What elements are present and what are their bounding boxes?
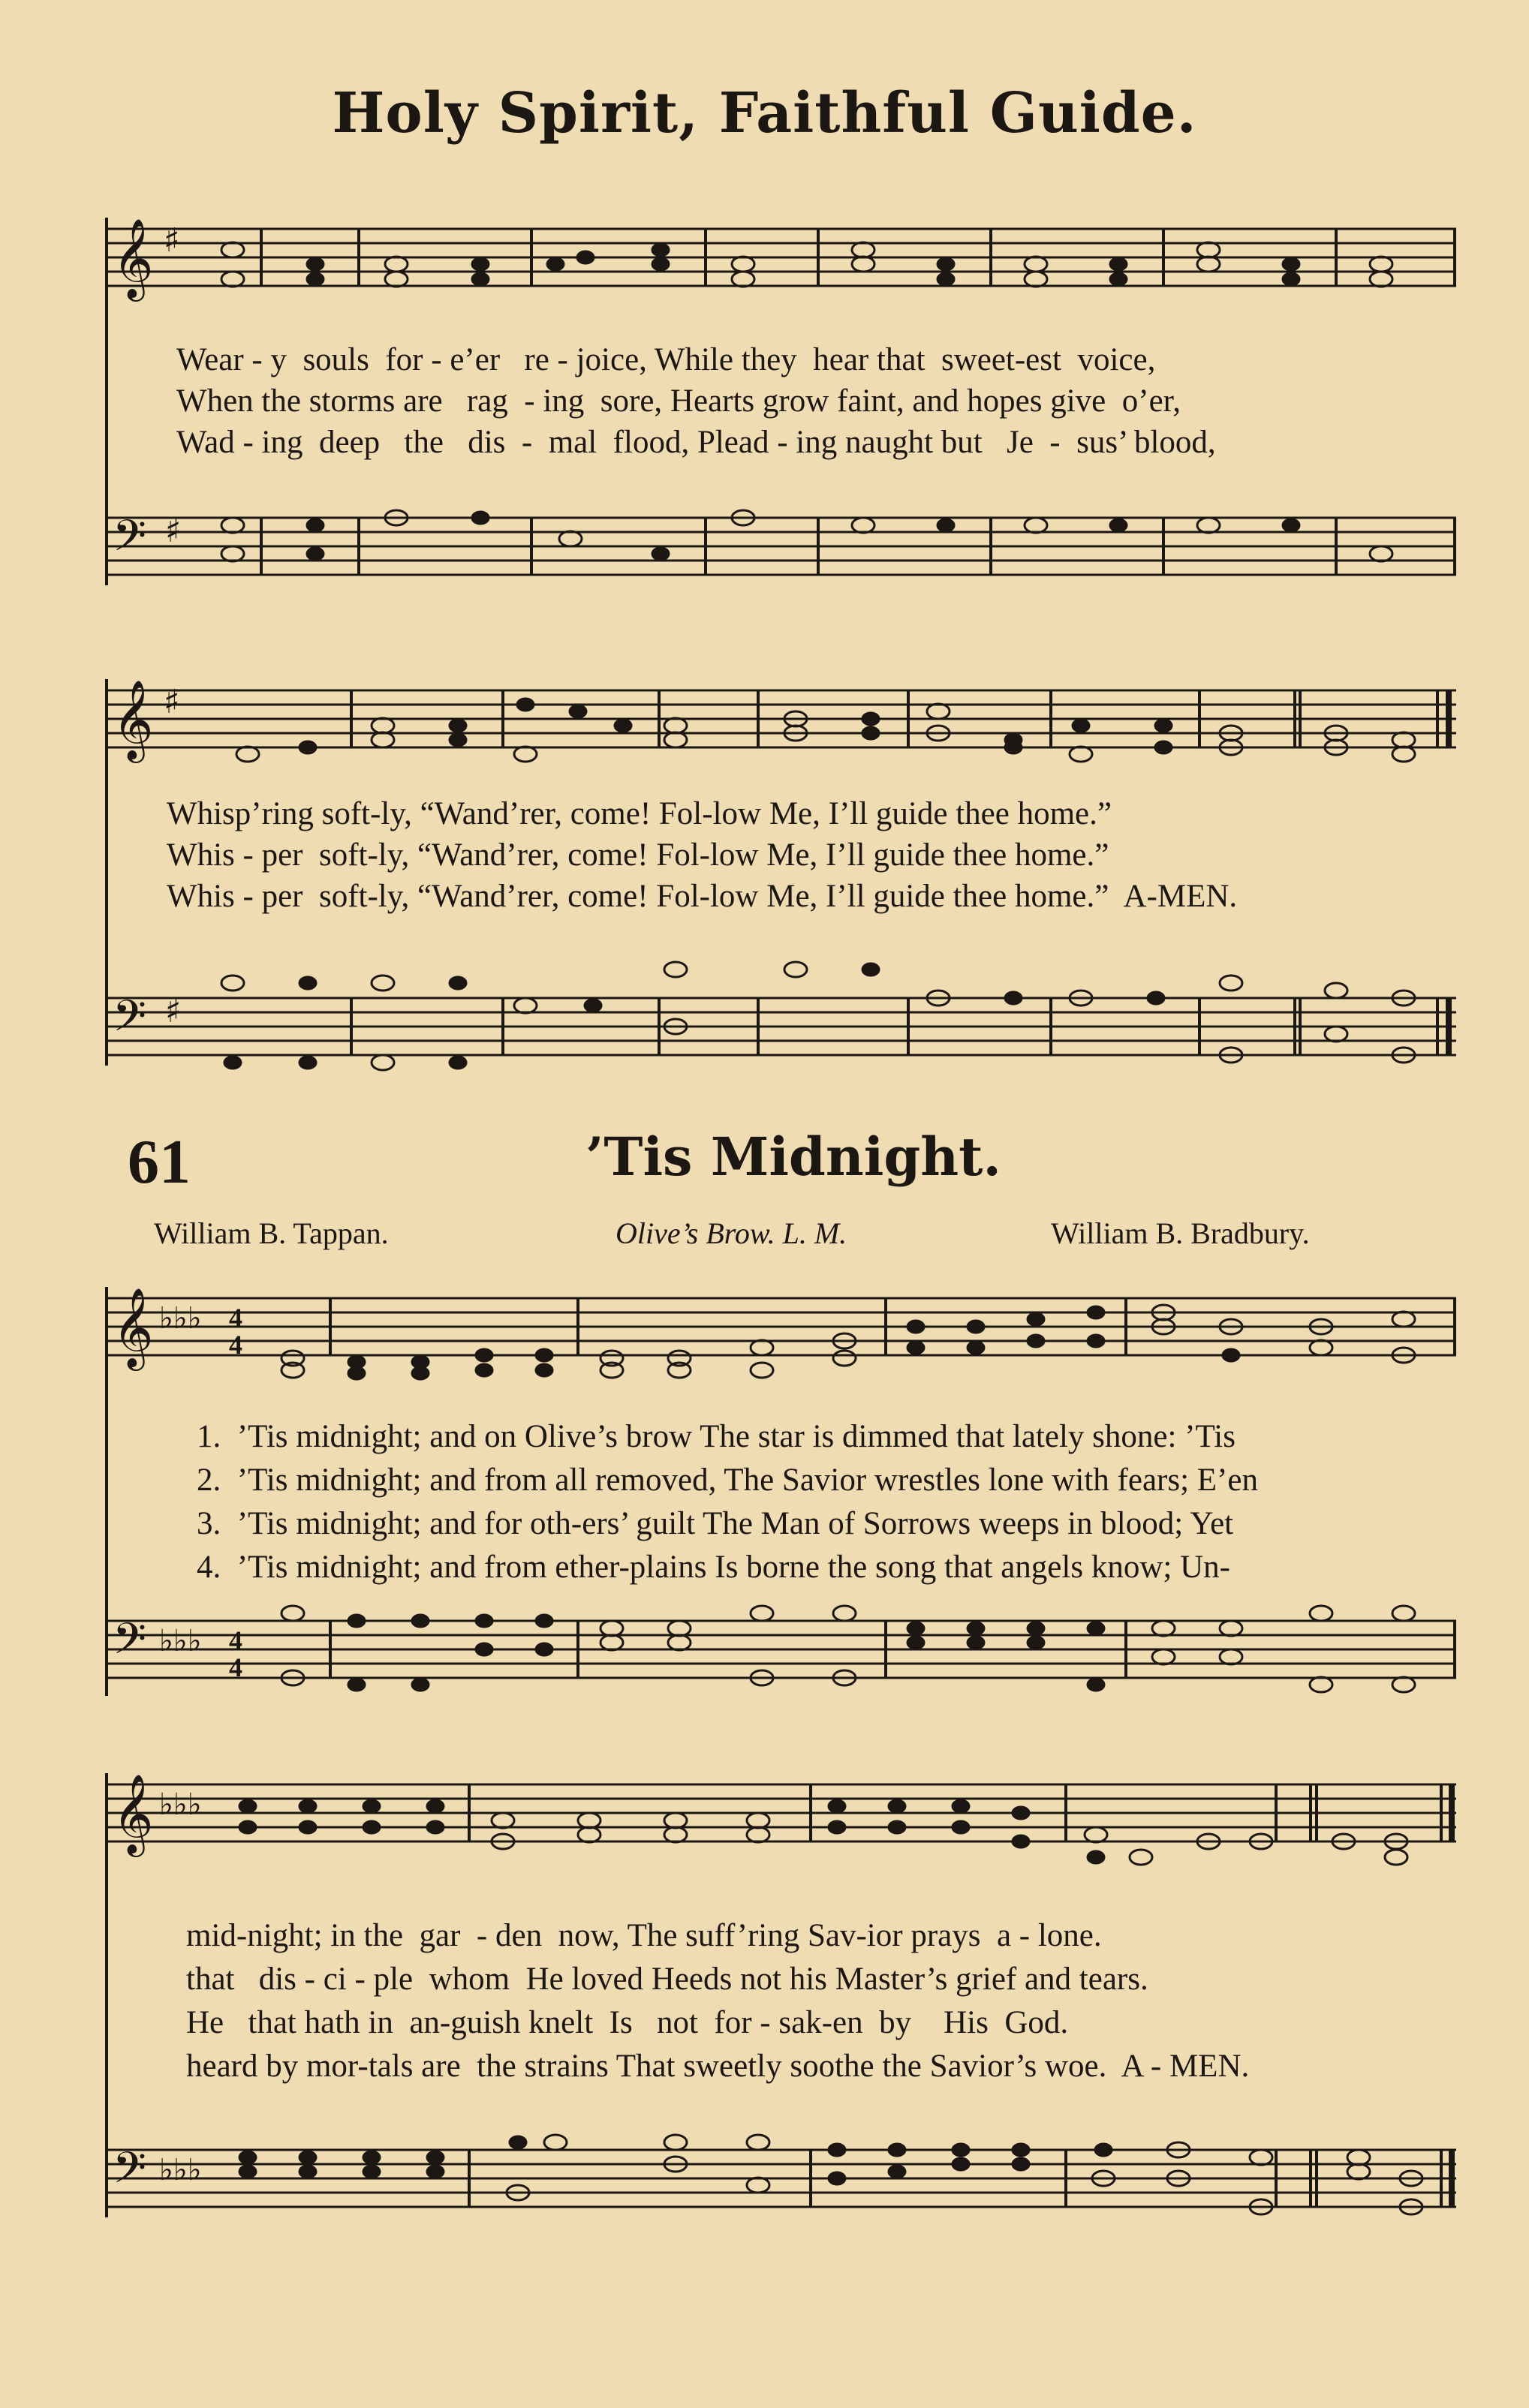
hymn-title: Holy Spirit, Faithful Guide. bbox=[332, 81, 1197, 146]
svg-text:♯: ♯ bbox=[165, 512, 182, 550]
svg-text:♯: ♯ bbox=[164, 221, 180, 260]
hymn2-lyric-line: 1. ’Tis midnight; and on Olive’s brow The star is dimmed that lately shone: ’Tis bbox=[197, 1419, 1236, 1454]
hymn2-lyric-line: heard by mor-tals are the strains That sweetly soothe the Savior’s woe. A - MEN. bbox=[186, 2049, 1250, 2084]
svg-text:♭♭♭: ♭♭♭ bbox=[159, 1624, 202, 1658]
svg-text:4: 4 bbox=[229, 1625, 242, 1655]
author-credit: William B. Tappan. bbox=[154, 1216, 389, 1250]
hymn1-lyric-line: When the storms are rag - ing sore, Hearts grow faint, and hopes give o’er, bbox=[176, 383, 1181, 419]
svg-text:♯: ♯ bbox=[164, 683, 180, 721]
hymn2-lyric-line: that dis - ci - ple whom He loved Heeds not his Master’s grief and tears. bbox=[186, 1962, 1148, 1997]
svg-text:♭♭♭: ♭♭♭ bbox=[159, 1301, 202, 1336]
svg-text:𝄢: 𝄢 bbox=[113, 991, 147, 1052]
composer-credit: William B. Bradbury. bbox=[1051, 1216, 1310, 1250]
svg-text:𝄞: 𝄞 bbox=[113, 1287, 154, 1367]
hymn2-lyric-line: mid-night; in the gar - den now, The suff’ring Sav-ior prays a - lone. bbox=[186, 1918, 1102, 1953]
svg-text:♯: ♯ bbox=[165, 992, 182, 1030]
hymn2-lyric-line: 4. ’Tis midnight; and from ether-plains Is borne the song that angels know; Un- bbox=[197, 1550, 1230, 1585]
time-signature-bottom: 4 bbox=[229, 1330, 242, 1360]
svg-text:𝄞: 𝄞 bbox=[113, 1773, 154, 1853]
svg-text:♭♭♭: ♭♭♭ bbox=[159, 1787, 202, 1822]
hymn-number: 61 bbox=[128, 1127, 191, 1197]
time-signature-top: 4 bbox=[229, 1303, 242, 1333]
svg-text:𝄞: 𝄞 bbox=[113, 679, 154, 759]
hymn1-lyric-line: Wad - ing deep the dis - mal flood, Plead - ing naught but Je - sus’ blood, bbox=[176, 425, 1216, 460]
hymn1-lyric-line: Whis - per soft-ly, “Wand’rer, come! Fol-low Me, I’ll guide thee home.” bbox=[167, 837, 1109, 873]
svg-text:𝄞: 𝄞 bbox=[113, 218, 154, 298]
hymn2-lyric-line: 2. ’Tis midnight; and from all removed, The Savior wrestles lone with fears; E’en bbox=[197, 1463, 1258, 1498]
hymn1-lyric-line: Whis - per soft-ly, “Wand’rer, come! Fol-low Me, I’ll guide thee home.” A-MEN. bbox=[167, 879, 1238, 914]
svg-text:𝄢: 𝄢 bbox=[113, 1613, 147, 1675]
hymn1-lyric-line: Wear - y souls for - e’er re - joice, While they hear that sweet-est voice, bbox=[176, 342, 1156, 377]
svg-text:𝄢: 𝄢 bbox=[113, 2142, 147, 2204]
hymn2-lyric-line: 3. ’Tis midnight; and for oth-ers’ guilt The Man of Sorrows weeps in blood; Yet bbox=[197, 1506, 1234, 1541]
hymn1-lyric-line: Whisp’ring soft-ly, “Wand’rer, come! Fol-low Me, I’ll guide thee home.” bbox=[167, 796, 1112, 831]
svg-text:𝄢: 𝄢 bbox=[113, 510, 147, 572]
hymn2-lyric-line: He that hath in an-guish knelt Is not for - sak-en by His God. bbox=[186, 2005, 1069, 2040]
hymn-title: ’Tis Midnight. bbox=[585, 1126, 1001, 1188]
svg-text:4: 4 bbox=[229, 1652, 242, 1682]
tune-meter: Olive’s Brow. L. M. bbox=[616, 1216, 847, 1250]
svg-text:♭♭♭: ♭♭♭ bbox=[159, 2153, 202, 2187]
